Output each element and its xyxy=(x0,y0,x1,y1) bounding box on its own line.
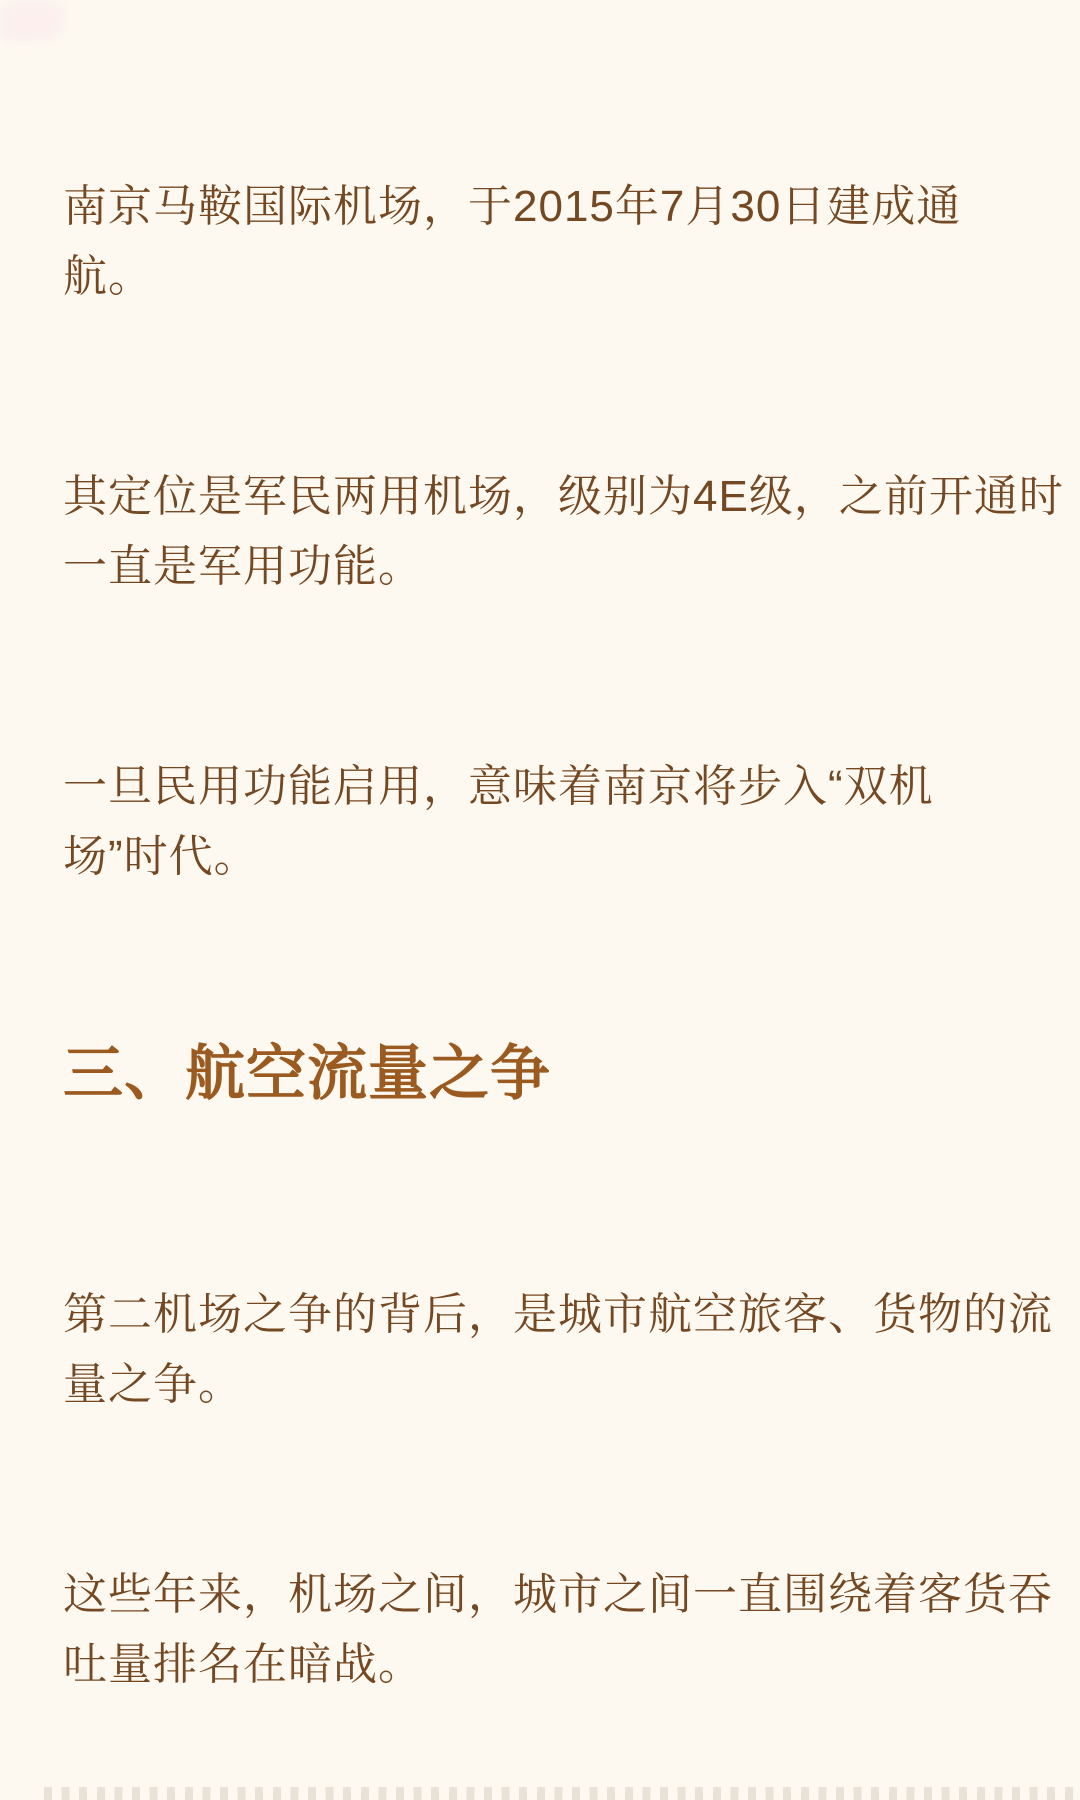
paragraph-line: 一旦民用功能启用，意味着南京将步入“双机 xyxy=(63,762,934,811)
paragraph-line: 其定位是军民两用机场，级别为4E级，之前开通时 xyxy=(63,472,1064,521)
paragraph-line: 场”时代。 xyxy=(63,832,259,881)
paragraph-line: 航。 xyxy=(63,252,153,301)
top-left-corner-artifact xyxy=(0,0,64,42)
paragraph-line: 南京马鞍国际机场，于2015年7月30日建成通 xyxy=(63,182,962,231)
paragraph-line: 第二机场之争的背后，是城市航空旅客、货物的流 xyxy=(63,1290,1053,1339)
paragraph xyxy=(63,1560,1053,1700)
paragraph-line: 吐量排名在暗战。 xyxy=(63,1640,423,1689)
paragraph xyxy=(63,752,1040,892)
paragraph xyxy=(63,462,1064,602)
paragraph-line: 量之争。 xyxy=(63,1360,243,1409)
paragraph-line: 一直是军用功能。 xyxy=(63,542,423,591)
paragraph xyxy=(63,172,1040,312)
paragraph xyxy=(63,1280,1053,1420)
cutoff-next-line-dots xyxy=(44,1787,1080,1800)
section-heading: 三、航空流量之争 xyxy=(63,1040,551,1107)
paragraph-line: 这些年来，机场之间，城市之间一直围绕着客货吞 xyxy=(63,1570,1053,1619)
